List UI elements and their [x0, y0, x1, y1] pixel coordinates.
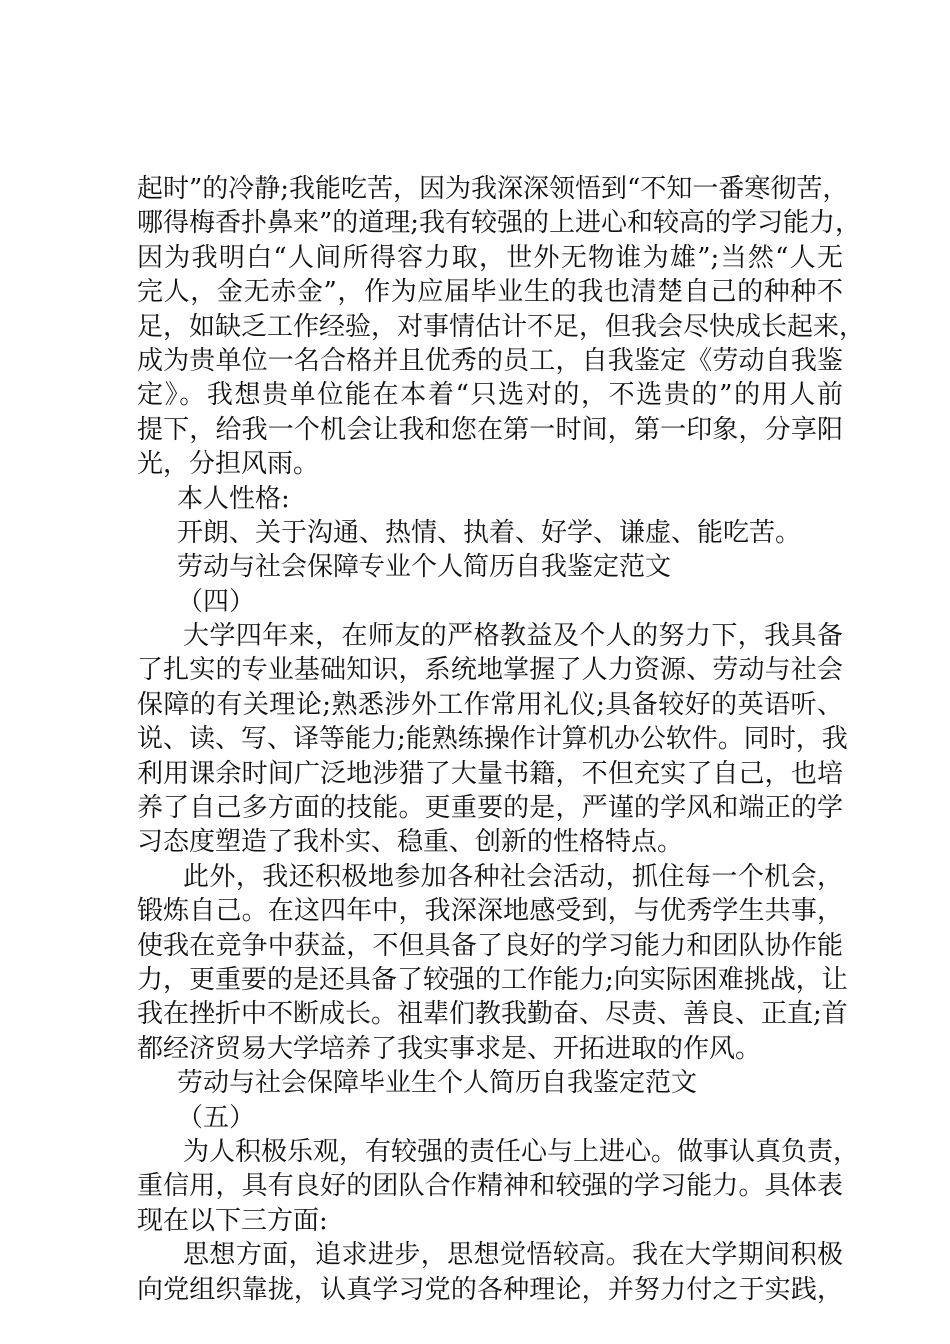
body-text-line: 起时”的冷静;我能吃苦，因为我深深领悟到“不知一番寒彻苦，	[137, 174, 849, 204]
body-text-line: 我在挫折中不断成长。祖辈们教我勤奋、尽责、善良、正直;首	[137, 999, 848, 1030]
body-text-line: 足，如缺乏工作经验，对事情估计不足，但我会尽快成长起来，	[137, 311, 866, 342]
body-text-line: 重信用，具有良好的团队合作精神和较强的学习能力。具体表	[137, 1171, 843, 1202]
body-text-line: 因为我明白“人间所得容力取，世外无物谁为雄”;当然“人无	[137, 242, 843, 273]
section-heading: 劳动与社会保障专业个人简历自我鉴定范文	[177, 552, 672, 583]
body-text-line: 大学四年来，在师友的严格教益及个人的努力下，我具备	[183, 621, 843, 652]
body-text-line: 利用课余时间广泛地涉猎了大量书籍，不但充实了自己，也培	[137, 758, 843, 789]
body-text-line: 锻炼自己。在这四年中，我深深地感受到，与优秀学生共事，	[137, 896, 843, 927]
section-label: 本人性格:	[177, 483, 290, 514]
body-text-line: 养了自己多方面的技能。更重要的是，严谨的学风和端正的学	[137, 793, 843, 824]
body-text-line: 哪得梅香扑鼻来”的道理;我有较强的上进心和较高的学习能力，	[137, 208, 862, 239]
section-number: （四）	[177, 586, 256, 617]
body-text-line: 力，更重要的是还具备了较强的工作能力;向实际困难挑战，让	[137, 964, 848, 995]
body-text-line: 完人，金无赤金”，作为应届毕业生的我也清楚自己的种种不	[137, 277, 843, 308]
body-text-line: 习态度塑造了我朴实、稳重、创新的性格特点。	[137, 827, 684, 858]
body-text-line: 成为贵单位一名合格并且优秀的员工，自我鉴定《劳动自我鉴	[137, 345, 843, 376]
body-text-line: 定》。我想贵单位能在本着“只选对的，不选贵的”的用人前	[137, 380, 843, 411]
body-text-line: 使我在竞争中获益，不但具备了良好的学习能力和团队协作能	[137, 930, 843, 961]
body-text-line: 此外，我还积极地参加各种社会活动，抓住每一个机会，	[183, 861, 843, 892]
body-text-line: 了扎实的专业基础知识，系统地掌握了人力资源、劳动与社会	[137, 655, 843, 686]
body-text-line: 向党组织靠拢，认真学习党的各种理论，并努力付之于实践，	[137, 1274, 843, 1305]
body-text-line: 都经济贸易大学培养了我实事求是、开拓进取的作风。	[137, 1033, 762, 1064]
document-page	[137, 172, 866, 1307]
body-text-line: 现在以下三方面:	[137, 1205, 328, 1236]
body-text-line: 开朗、关于沟通、热情、执着、好学、谦虚、能吃苦。	[177, 517, 802, 548]
section-heading: 劳动与社会保障毕业生个人简历自我鉴定范文	[177, 1068, 698, 1099]
body-text-line: 思想方面，追求进步，思想觉悟较高。我在大学期间积极	[183, 1240, 843, 1271]
section-number: （五）	[177, 1102, 256, 1133]
body-text-line: 光，分担风雨。	[137, 449, 320, 480]
body-text-line: 为人积极乐观，有较强的责任心与上进心。做事认真负责，	[183, 1136, 860, 1167]
body-text-line: 保障的有关理论;熟悉涉外工作常用礼仪;具备较好的英语听、	[137, 689, 843, 720]
body-text-line: 说、读、写、译等能力;能熟练操作计算机办公软件。同时，我	[137, 724, 848, 755]
body-text-line: 提下，给我一个机会让我和您在第一时间，第一印象，分享阳	[137, 414, 843, 445]
